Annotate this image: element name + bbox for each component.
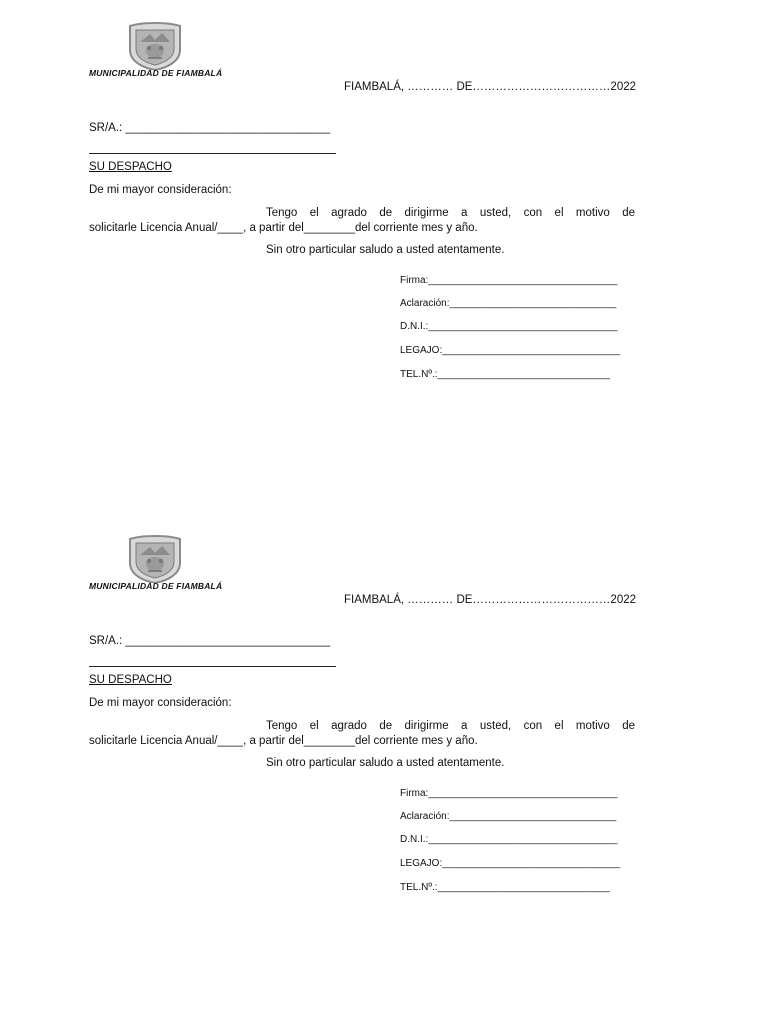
clarification-field: Aclaración:______________________________ bbox=[400, 298, 617, 309]
su-despacho-label: SU DESPACHO bbox=[89, 161, 172, 173]
body-line-1: Tengo el agrado de dirigirme a usted, con el motivo de bbox=[266, 207, 635, 219]
organization-name: MUNICIPALIDAD DE FIAMBALÁ bbox=[89, 68, 223, 78]
legajo-field: LEGAJO:________________________________ bbox=[400, 345, 621, 356]
dni-field: D.N.I.:__________________________________ bbox=[400, 321, 618, 332]
greeting: De mi mayor consideración: bbox=[89, 184, 232, 196]
addressee-blank-line bbox=[89, 153, 336, 154]
addressee-line: SR/A.: ________________________________ bbox=[89, 635, 331, 647]
body-line-2: solicitarle Licencia Anual/____, a partir del________del corriente mes y año. bbox=[89, 735, 478, 747]
date-line: FIAMBALÁ, ………… DE………………………………2022 bbox=[344, 594, 637, 606]
signature-field: Firma:__________________________________ bbox=[400, 275, 618, 286]
dni-field: D.N.I.:__________________________________ bbox=[400, 834, 618, 845]
addressee-blank-line bbox=[89, 666, 336, 667]
body-line-2: solicitarle Licencia Anual/____, a partir del________del corriente mes y año. bbox=[89, 222, 478, 234]
greeting: De mi mayor consideración: bbox=[89, 697, 232, 709]
body-line-1: Tengo el agrado de dirigirme a usted, con el motivo de bbox=[266, 720, 635, 732]
closing-line: Sin otro particular saludo a usted atentamente. bbox=[266, 757, 505, 769]
organization-name: MUNICIPALIDAD DE FIAMBALÁ bbox=[89, 581, 223, 591]
license-request-form-1 bbox=[0, 0, 768, 470]
closing-line: Sin otro particular saludo a usted atentamente. bbox=[266, 244, 505, 256]
date-line: FIAMBALÁ, ………… DE………………………………2022 bbox=[344, 81, 637, 93]
clarification-field: Aclaración:______________________________ bbox=[400, 811, 617, 822]
coat-of-arms-icon bbox=[126, 22, 184, 70]
coat-of-arms-icon bbox=[126, 535, 184, 583]
license-request-form-2 bbox=[0, 513, 768, 983]
phone-field: TEL.Nº.:_______________________________ bbox=[400, 369, 610, 380]
phone-field: TEL.Nº.:_______________________________ bbox=[400, 882, 610, 893]
legajo-field: LEGAJO:________________________________ bbox=[400, 858, 621, 869]
addressee-line: SR/A.: ________________________________ bbox=[89, 122, 331, 134]
su-despacho-label: SU DESPACHO bbox=[89, 674, 172, 686]
signature-field: Firma:__________________________________ bbox=[400, 788, 618, 799]
